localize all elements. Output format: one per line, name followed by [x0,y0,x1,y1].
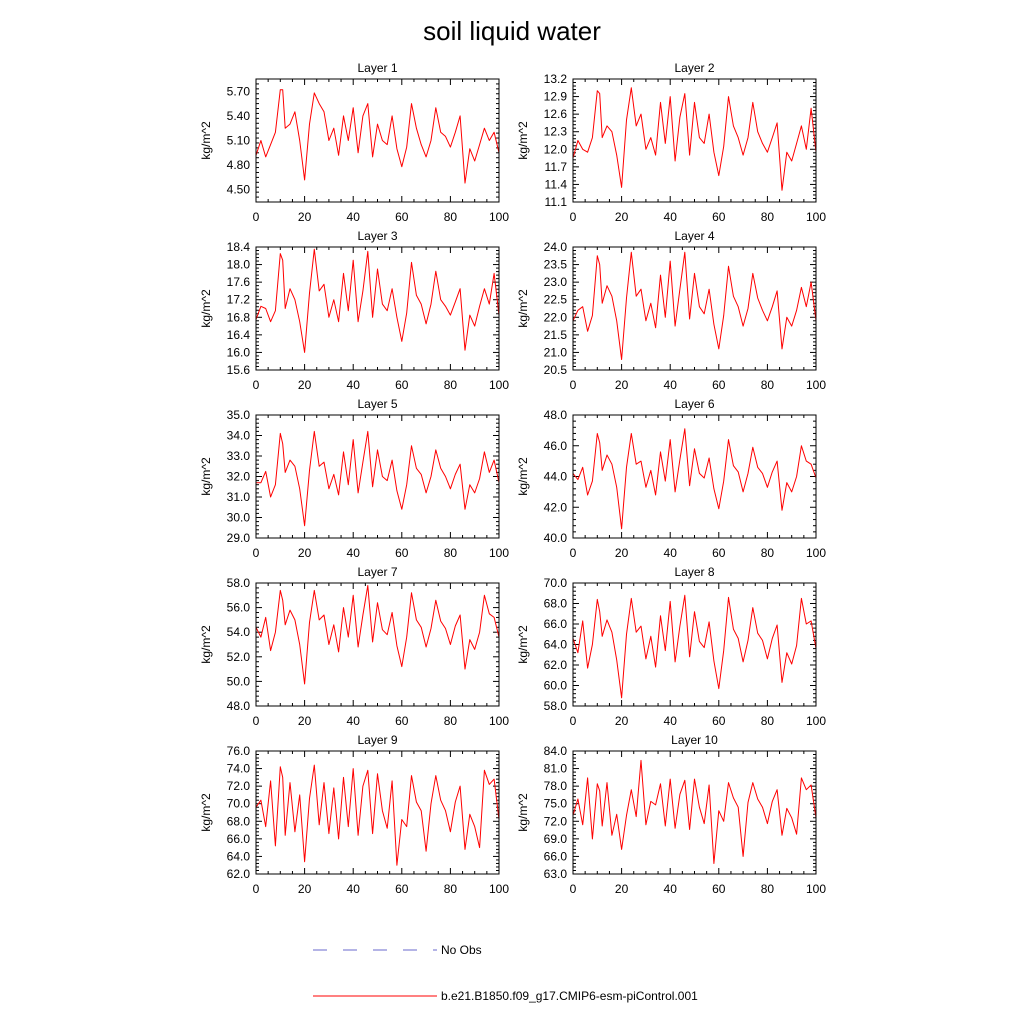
x-tick-label: 100 [805,210,827,224]
x-tick-label: 60 [712,546,726,560]
x-tick-label: 100 [805,882,827,896]
y-tick-label: 44.0 [543,469,567,484]
panel-layer-6 [516,397,826,560]
y-tick-label: 66.0 [543,849,567,864]
plot-frame [573,583,816,706]
y-tick-label: 21.0 [543,345,567,360]
y-tick-label: 54.0 [226,625,250,640]
x-tick-label: 20 [297,210,312,224]
y-axis-label: kg/m^2 [516,793,530,832]
panel-title: Layer 4 [674,229,715,243]
panel-title: Layer 9 [357,733,398,747]
panel-title: Layer 3 [357,229,398,243]
y-tick-label: 16.8 [226,310,250,325]
x-tick-label: 100 [805,378,827,392]
y-tick-label: 16.0 [226,345,250,360]
y-tick-label: 58.0 [543,699,567,713]
x-tick-label: 60 [395,210,409,224]
x-tick-label: 40 [663,546,677,560]
x-tick-label: 0 [252,714,260,728]
panel-layer-9 [199,733,509,896]
y-tick-label: 62.0 [226,867,250,881]
x-tick-label: 80 [760,882,775,896]
panel-title: Layer 6 [674,397,715,411]
series-line [256,431,499,525]
x-tick-label: 40 [663,714,677,728]
panel-title: Layer 7 [357,565,398,579]
series-line [573,760,816,863]
x-tick-label: 20 [614,210,629,224]
y-tick-label: 60.0 [543,678,567,693]
panel-layer-2 [516,61,826,224]
y-tick-label: 11.4 [544,177,567,192]
x-tick-label: 60 [395,882,409,896]
y-tick-label: 58.0 [226,576,250,590]
legend-obs-label: No Obs [441,943,482,957]
y-tick-label: 48.0 [226,699,250,713]
y-tick-label: 56.0 [226,600,250,615]
x-tick-label: 40 [663,882,677,896]
y-tick-label: 21.5 [543,327,567,342]
x-tick-label: 40 [346,882,360,896]
y-tick-label: 5.40 [226,108,250,123]
y-axis-label: kg/m^2 [516,289,530,328]
y-tick-label: 5.10 [226,133,250,148]
panel-layer-10 [516,733,826,896]
y-axis-label: kg/m^2 [516,625,530,664]
x-tick-label: 80 [760,546,775,560]
plot-frame [256,415,499,538]
y-tick-label: 63.0 [543,867,567,881]
y-axis-label: kg/m^2 [199,457,213,496]
x-tick-label: 20 [614,882,629,896]
panel-layer-3 [199,229,509,392]
y-tick-label: 64.0 [543,637,567,652]
x-tick-label: 60 [712,882,726,896]
y-tick-label: 66.0 [543,617,567,631]
x-tick-label: 40 [346,546,360,560]
y-tick-label: 42.0 [543,500,567,515]
y-tick-label: 34.0 [226,428,250,443]
series-line [256,765,499,865]
panel-title: Layer 2 [674,61,715,75]
panel-title: Layer 10 [671,733,718,747]
y-tick-label: 13.2 [543,72,567,86]
x-tick-label: 100 [805,714,827,728]
y-tick-label: 22.0 [543,310,567,325]
x-tick-label: 80 [443,714,458,728]
y-tick-label: 23.0 [543,275,567,290]
y-tick-label: 70.0 [543,576,567,590]
panel-title: Layer 5 [357,397,398,411]
y-tick-label: 75.0 [543,796,567,811]
x-tick-label: 0 [569,714,577,728]
x-tick-label: 100 [488,714,510,728]
y-tick-label: 62.0 [543,658,567,672]
y-tick-label: 12.6 [543,107,567,122]
y-axis-label: kg/m^2 [199,793,213,832]
x-tick-label: 100 [488,210,510,224]
y-tick-label: 20.5 [543,363,567,377]
y-tick-label: 4.80 [226,158,250,173]
y-tick-label: 29.0 [226,531,250,545]
y-tick-label: 78.0 [543,779,567,794]
x-tick-label: 80 [760,378,775,392]
series-line [573,88,816,191]
y-tick-label: 81.0 [543,761,567,776]
x-tick-label: 0 [252,546,260,560]
x-tick-label: 40 [346,714,360,728]
x-tick-label: 40 [663,210,677,224]
y-tick-label: 12.0 [543,142,567,157]
y-tick-label: 16.4 [226,327,250,342]
y-tick-label: 68.0 [543,596,567,611]
x-tick-label: 60 [712,714,726,728]
series-line [256,586,499,684]
y-axis-label: kg/m^2 [516,457,530,496]
y-tick-label: 31.0 [226,490,250,504]
y-tick-label: 74.0 [226,761,250,776]
y-tick-label: 22.5 [543,292,567,307]
x-tick-label: 60 [395,546,409,560]
x-tick-label: 20 [614,714,629,728]
x-tick-label: 20 [297,882,312,896]
y-tick-label: 46.0 [543,438,567,453]
x-tick-label: 20 [297,378,312,392]
series-line [573,595,816,698]
y-tick-label: 11.7 [544,159,567,174]
y-tick-label: 24.0 [543,240,567,254]
x-tick-label: 40 [346,378,360,392]
y-tick-label: 48.0 [543,408,567,422]
y-tick-label: 17.2 [226,292,250,307]
panel-title: Layer 8 [674,565,715,579]
plot-frame [256,79,499,202]
y-tick-label: 11.1 [544,195,567,209]
y-tick-label: 17.6 [226,275,250,290]
x-tick-label: 20 [297,546,312,560]
panel-grid [199,61,826,896]
series-line [256,90,499,183]
x-tick-label: 0 [252,378,260,392]
plot-frame [573,247,816,370]
panel-layer-8 [516,565,826,728]
x-tick-label: 80 [760,714,775,728]
y-tick-label: 18.4 [226,240,250,254]
x-tick-label: 0 [569,378,577,392]
series-line [256,249,499,352]
y-tick-label: 12.9 [543,89,567,104]
y-tick-label: 32.0 [226,469,250,484]
legend [313,943,698,1003]
series-line [573,429,816,529]
x-tick-label: 60 [712,378,726,392]
y-axis-label: kg/m^2 [199,289,213,328]
x-tick-label: 80 [443,210,458,224]
x-tick-label: 40 [346,210,360,224]
panel-layer-1 [199,61,509,224]
y-tick-label: 84.0 [543,744,567,758]
x-tick-label: 80 [443,882,458,896]
x-tick-label: 0 [252,210,260,224]
y-tick-label: 50.0 [226,674,250,689]
y-tick-label: 33.0 [226,449,250,463]
plot-frame [573,79,816,202]
x-tick-label: 100 [488,546,510,560]
y-tick-label: 23.5 [543,257,567,272]
y-axis-label: kg/m^2 [199,121,213,160]
x-tick-label: 0 [569,210,577,224]
y-tick-label: 72.0 [543,814,567,829]
x-tick-label: 0 [252,882,260,896]
y-tick-label: 52.0 [226,649,250,664]
panel-layer-7 [199,565,509,728]
y-tick-label: 76.0 [226,744,250,758]
y-tick-label: 69.0 [543,831,567,846]
panel-title: Layer 1 [357,61,398,75]
x-tick-label: 80 [443,378,458,392]
y-tick-label: 40.0 [543,531,567,545]
y-tick-label: 18.0 [226,257,250,272]
x-tick-label: 0 [569,546,577,560]
series-line [573,252,816,359]
legend-model-label: b.e21.B1850.f09_g17.CMIP6-esm-piControl.001 [441,989,698,1003]
plot-frame [573,415,816,538]
y-tick-label: 15.6 [226,363,250,377]
y-tick-label: 5.70 [226,84,250,99]
x-tick-label: 80 [443,546,458,560]
y-tick-label: 35.0 [226,408,250,422]
x-tick-label: 100 [805,546,827,560]
y-tick-label: 68.0 [226,814,250,829]
y-tick-label: 4.50 [226,182,250,197]
x-tick-label: 40 [663,378,677,392]
x-tick-label: 100 [488,882,510,896]
panel-layer-5 [199,397,509,560]
y-axis-label: kg/m^2 [199,625,213,664]
x-tick-label: 60 [712,210,726,224]
plot-frame [256,247,499,370]
x-tick-label: 0 [569,882,577,896]
x-tick-label: 60 [395,714,409,728]
x-tick-label: 20 [614,378,629,392]
y-tick-label: 30.0 [226,510,250,525]
y-axis-label: kg/m^2 [516,121,530,160]
x-tick-label: 100 [488,378,510,392]
y-tick-label: 72.0 [226,779,250,794]
x-tick-label: 20 [297,714,312,728]
y-tick-label: 70.0 [226,796,250,811]
y-tick-label: 12.3 [543,124,567,139]
panel-layer-4 [516,229,826,392]
chart-title: soil liquid water [423,16,601,46]
y-tick-label: 66.0 [226,831,250,846]
x-tick-label: 80 [760,210,775,224]
y-tick-label: 64.0 [226,849,250,864]
x-tick-label: 60 [395,378,409,392]
x-tick-label: 20 [614,546,629,560]
